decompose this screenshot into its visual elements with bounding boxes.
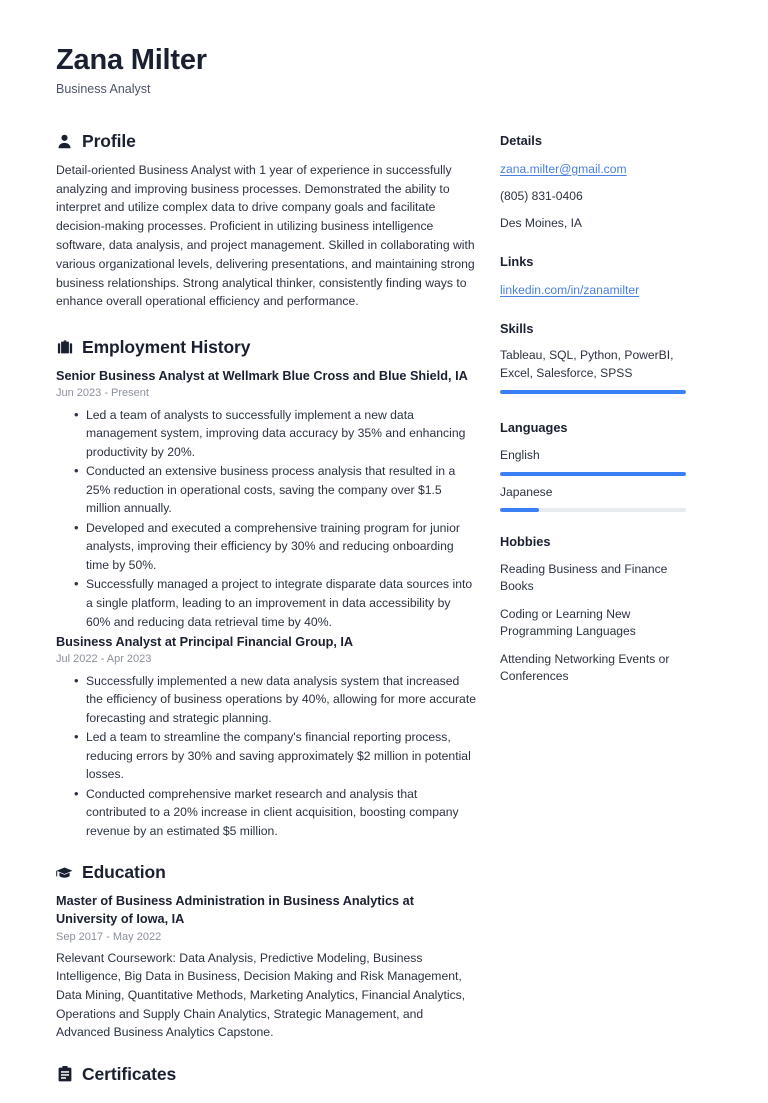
- list-item: • Successfully managed a project to integrate disparate data sources into a single platform, leading to an improvement in data accessibility by 60% and reducing data retrieval time by 40%.: [76, 575, 476, 631]
- employment-entry-date: Jun 2023 - Present: [56, 387, 149, 400]
- section-profile-title: Profile: [82, 130, 136, 151]
- phone-number: (805) 831-0406: [500, 188, 583, 203]
- employment-entry-bullets: [56, 406, 476, 632]
- section-employment-header: [56, 337, 476, 358]
- section-education-title: Education: [82, 862, 166, 883]
- skills-level-bar: [500, 390, 686, 394]
- sidebar-skills: [500, 321, 686, 395]
- sidebar-details: [500, 133, 686, 232]
- list-item: • Led a team of analysts to successfully implement a new data management system, improving data accuracy by 35% and enhancing productivity by 20%.: [76, 406, 476, 462]
- section-education-header: [56, 862, 476, 883]
- list-item: • Conducted comprehensive market research and analysis that contributed to a 20% increase in client acquisition, boosting company revenue by an estimated $5 million.: [76, 785, 476, 841]
- language-level-bar: [500, 472, 686, 476]
- section-employment: [56, 337, 476, 840]
- hobby-item: Reading Business and Finance Books: [500, 561, 668, 594]
- list-item: • Successfully implemented a new data analysis system that increased the efficiency of business operations by 40%, allowing for more accurate forecasting and strategic planning.: [76, 672, 476, 728]
- profile-summary: Detail-oriented Business Analyst with 1 year of experience in successfully analyzing and improving business processes. Demonstrated the ability to interpret and utilize complex data to drive company goals and facilitate decision-making processes. Proficient in utilizing business intelligence software, data analysis, and project management. Skilled in collaborating with various organizational levels, delivering presentations, and maintaining strong business relationships. Strong analytical thinker, consistently finding ways to enhance overall operational efficiency and performance.: [56, 162, 475, 309]
- section-education: [56, 862, 476, 1041]
- language-label: English: [500, 448, 540, 462]
- graduation-cap-icon: [56, 864, 73, 881]
- sidebar-languages-title: Languages: [500, 420, 568, 436]
- section-certificates-header: [56, 1064, 476, 1085]
- email-link[interactable]: zana.milter@gmail.com: [500, 161, 627, 176]
- main-column: [56, 131, 500, 1103]
- language-level-fill: [500, 508, 539, 512]
- employment-entry: [56, 633, 476, 840]
- language-label: Japanese: [500, 484, 553, 499]
- language-row: [500, 484, 686, 513]
- education-entry-title: Master of Business Administration in Business Analytics at University of Iowa, IA: [56, 894, 414, 927]
- employment-entry-title: Business Analyst at Principal Financial Group, IA: [56, 635, 354, 650]
- employment-entry: [56, 367, 476, 631]
- language-level-bar: [500, 508, 686, 512]
- education-entry-date: Sep 2017 - May 2022: [56, 930, 162, 943]
- sidebar-column: [500, 131, 686, 708]
- candidate-name: Zana Milter: [56, 44, 207, 76]
- resume-header: [56, 44, 706, 97]
- sidebar-hobbies: [500, 534, 686, 686]
- resume-body: [56, 131, 706, 1103]
- briefcase-icon: [56, 339, 73, 356]
- person-icon: [56, 133, 73, 150]
- sidebar-languages: [500, 420, 686, 512]
- education-entry-description: Relevant Coursework: Data Analysis, Predictive Modeling, Business Intelligence, Big Data in Business, Decision Making and Risk Management, Data Mining, Quantitative Methods, Marketing Analytics, Financial Analytics, Operations and Supply Chain Analytics, Strategic Management, and Advanced Business Analytics Capstone.: [56, 950, 466, 1040]
- sidebar-links-title: Links: [500, 253, 534, 269]
- candidate-job-title: Business Analyst: [56, 81, 151, 96]
- certificate-icon: [56, 1066, 73, 1083]
- list-item: • Led a team to streamline the company's financial reporting process, reducing errors by 30% and saving approximately $2 million in potential losses.: [76, 728, 476, 784]
- hobby-item: Coding or Learning New Programming Languages: [500, 606, 636, 639]
- hobby-item: Attending Networking Events or Conferences: [500, 651, 670, 684]
- section-profile-header: [56, 131, 476, 152]
- language-row: [500, 447, 686, 476]
- education-entry: [56, 892, 476, 1041]
- list-item: • Developed and executed a comprehensive training program for junior analysts, improving their efficiency by 30% and reducing onboarding time by 50%.: [76, 519, 476, 575]
- linkedin-link[interactable]: linkedin.com/in/zanamilter: [500, 282, 640, 297]
- employment-entry-date: Jul 2022 - Apr 2023: [56, 653, 152, 666]
- sidebar-links: [500, 254, 686, 299]
- section-employment-title: Employment History: [82, 337, 251, 358]
- language-level-fill: [500, 472, 686, 476]
- skills-list: Tableau, SQL, Python, PowerBI, Excel, Salesforce, SPSS: [500, 348, 674, 380]
- sidebar-skills-title: Skills: [500, 320, 534, 336]
- location-text: Des Moines, IA: [500, 215, 582, 230]
- section-profile: [56, 131, 476, 311]
- employment-entry-title: Senior Business Analyst at Wellmark Blue Cross and Blue Shield, IA: [56, 369, 468, 384]
- section-certificates-title: Certificates: [82, 1063, 177, 1084]
- section-certificates: [56, 1064, 476, 1085]
- employment-entry-bullets: [56, 672, 476, 841]
- sidebar-hobbies-title: Hobbies: [500, 534, 551, 550]
- skills-level-fill: [500, 390, 686, 394]
- list-item: • Conducted an extensive business process analysis that resulted in a 25% reduction in operational costs, saving the company over $1.5 million annually.: [76, 462, 476, 518]
- sidebar-details-title: Details: [500, 132, 542, 148]
